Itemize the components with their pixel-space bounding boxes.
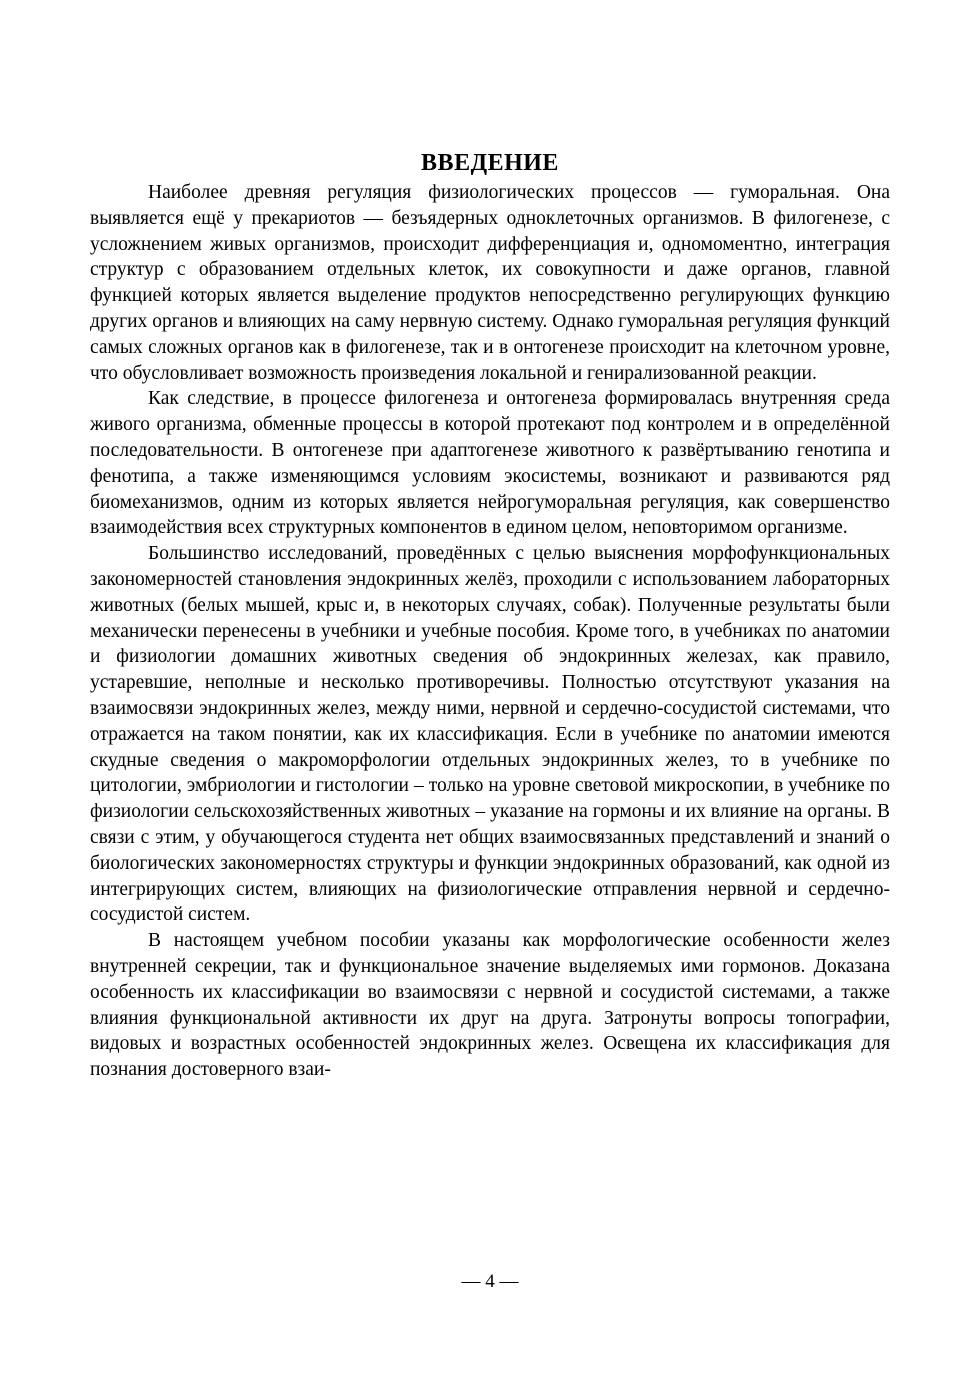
paragraph-3: Большинство исследований, проведённых с целью выяснения морфофункциональных закономерностей становления эндокринных желёз, проходили с использованием лабораторных животных (белых мышей, крыс и, в некоторых случаях, собак). Полученные результаты были механически перенесены в учебники и учебные пособия. Кроме того, в учебниках по анатомии и физиологии домашних животных сведения об эндокринных железах, как правило, устаревшие, неполные и несколько противоречивы. Полностью отсутствуют указания на взаимосвязи эндокринных желез, между ними, нервной и сердечно-сосудистой системами, что отражается на таком понятии, как их классификация. Если в учебнике по анатомии имеются скудные сведения о макроморфологии отдельных эндокринных желез, то в учебнике по цитологии, эмбриологии и гистологии – только на уровне световой микроскопии, в учебнике по физиологии сельскохозяйственных животных – указание на гормоны и их влияние на органы. В связи с этим, у обучающегося студента нет общих взаимосвязанных представлений и знаний о биологических закономерностях структуры и функции эндокринных образований, как одной из интегрирующих систем, влияющих на физиологические отправления нервной и сердечно-сосудистой систем.: [90, 543, 890, 926]
page-number: — 4 —: [461, 1271, 519, 1292]
paragraph-2: Как следствие, в процессе филогенеза и онтогенеза формировалась внутренняя среда живого организма, обменные процессы в которой протекают под контролем и в определённой последовательности. В онтогенезе при адаптогенезе животного к развёртыванию генотипа и фенотипа, а также изменяющимся условиям экосистемы, возникают и развиваются ряд биомеханизмов, одним из которых является нейрогуморальная регуляция, как совершенство взаимодействия всех структурных компонентов в едином целом, неповторимом организме.: [90, 388, 890, 539]
paragraph-4: В настоящем учебном пособии указаны как морфологические особенности желез внутренней секреции, так и функциональное значение выделяемых ими гормонов. Доказана особенность их классификации во взаимосвязи с нервной и сосудистой системами, а также влияния функциональной активности их друг на друга. Затронуты вопросы топографии, видовых и возрастных особенностей эндокринных желез. Освещена их классификация для познания достоверного взаи-: [90, 930, 890, 1081]
document-page: [90, 146, 890, 1083]
paragraph-1: Наиболее древняя регуляция физиологических процессов — гуморальная. Она выявляется ещё у прекариотов — безъядерных одноклеточных организмов. В филогенезе, с усложнением живых организмов, происходит дифференциация и, одномоментно, интеграция структур с образованием отдельных клеток, их совокупности и даже органов, главной функцией которых является выделение продуктов непосредственно регулирующих функцию других органов и влияющих на саму нервную систему. Однако гуморальная регуляция функций самых сложных органов как в филогенезе, так и в онтогенезе происходит на клеточном уровне, что обусловливает возможность произведения локальной и генирализованной реакции.: [90, 182, 890, 384]
page-title: ВВЕДЕНИЕ: [421, 150, 559, 176]
body-text: [90, 180, 890, 1083]
